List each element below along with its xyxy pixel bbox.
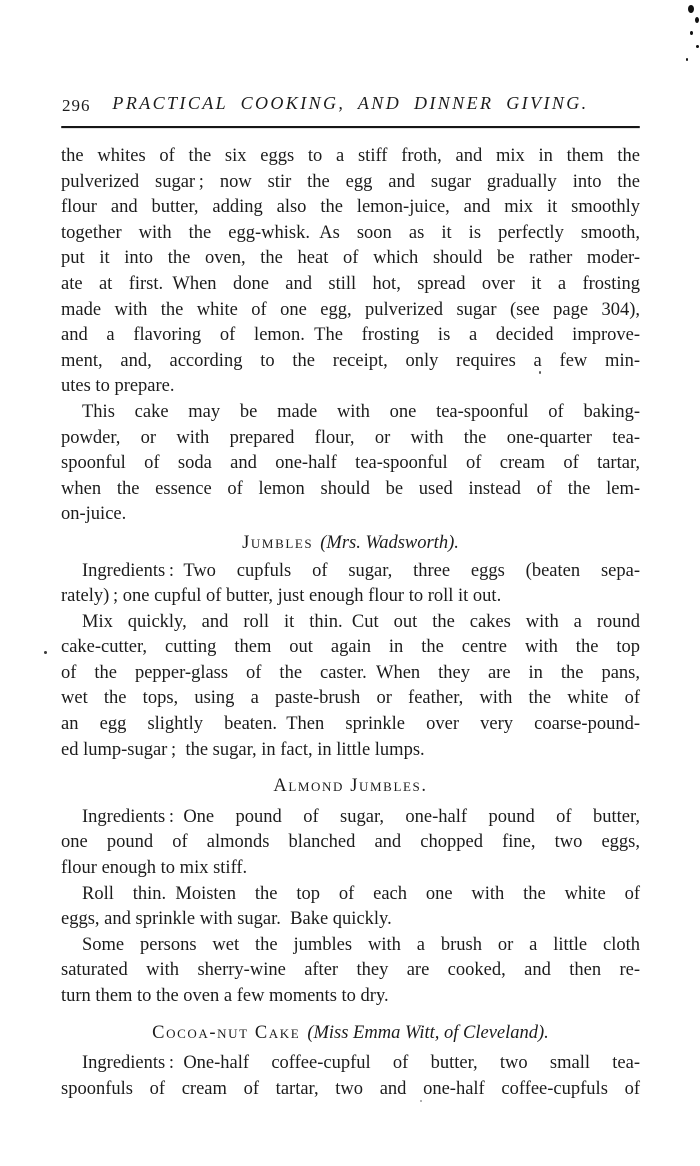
scan-speckle	[686, 58, 688, 61]
recipe-heading-cocoanut-cake	[61, 1021, 640, 1047]
text-line: put it into the oven, the heat of which should be rather moder-	[61, 248, 640, 269]
text-line: utes to prepare.	[61, 376, 175, 397]
text-line: Ingredients : Two cupfuls of sugar, three eggs (beaten sepa-	[82, 560, 640, 581]
running-title: PRACTICAL COOKING, AND DINNER GIVING.	[112, 93, 589, 113]
recipe-heading-jumbles	[61, 531, 640, 557]
scan-speckle	[690, 31, 693, 35]
paragraph-jumbles-method	[61, 610, 640, 764]
heading-title: Cocoa-nut Cake	[152, 1022, 301, 1043]
text-line: Ingredients : One-half coffee-cupful of butter, two small tea-	[82, 1053, 640, 1074]
paragraph-almond-method	[61, 882, 640, 933]
text-line: Ingredients : One pound of sugar, one-half pound of butter,	[82, 806, 640, 827]
header-rule	[61, 126, 640, 128]
paragraph-almond-ingredients	[61, 805, 640, 882]
paragraph-frosting	[61, 144, 640, 400]
text-line: of the pepper-glass of the caster. When they are in the pans,	[61, 662, 640, 683]
paragraph-cake-variants	[61, 400, 640, 528]
paragraph-jumbles-ingredients	[61, 559, 640, 610]
text-column	[61, 93, 640, 1102]
text-line: wet the tops, using a paste-brush or feather, with the white of	[61, 688, 640, 709]
text-line: saturated with sherry-wine after they are cooked, and then re-	[61, 960, 640, 981]
heading-title: Jumbles	[242, 532, 314, 553]
text-line: rately) ; one cupful of butter, just enough flour to roll it out.	[61, 586, 502, 607]
text-line: cake-cutter, cutting them out again in the centre with the top	[61, 637, 640, 658]
text-line: an egg slightly beaten. Then sprinkle over very coarse-pound-	[61, 714, 640, 735]
text-line: made with the white of one egg, pulverized sugar (see page 304),	[61, 299, 640, 320]
recipe-heading-almond-jumbles	[61, 774, 640, 800]
text-line: powder, or with prepared flour, or with the one-quarter tea-	[61, 427, 640, 448]
text-line: on-juice.	[61, 504, 127, 525]
heading-attribution: (Mrs. Wadsworth).	[320, 532, 459, 553]
text-line: the whites of the six eggs to a stiff froth, and mix in them the	[61, 146, 640, 166]
text-line: ed lump-sugar ; the sugar, in fact, in little lumps.	[61, 739, 425, 760]
text-line: and a flavoring of lemon. The frosting is a decided improve-	[61, 325, 640, 346]
text-line: together with the egg-whisk. As soon as it is perfectly smooth,	[61, 222, 640, 243]
text-line: ate at first. When done and still hot, spread over it a frosting	[61, 273, 640, 294]
text-line: turn them to the oven a few moments to dry.	[61, 986, 389, 1006]
page-body	[61, 144, 640, 1102]
text-line: when the essence of lemon should be used instead of the lem-	[61, 478, 640, 499]
heading-title: Almond Jumbles.	[273, 776, 428, 797]
scan-speckle	[44, 651, 47, 654]
text-line: flour enough to mix stiff.	[61, 858, 248, 879]
scan-speckle	[688, 5, 694, 13]
text-line: eggs, and sprinkle with sugar. Bake quickly.	[61, 909, 392, 930]
text-line: pulverized sugar ; now stir the egg and sugar gradually into the	[61, 171, 640, 192]
text-line: Mix quickly, and roll it thin. Cut out the cakes with a round	[82, 611, 640, 632]
page-header	[61, 93, 640, 117]
text-line: This cake may be made with one tea-spoonful of baking-	[82, 401, 640, 422]
text-line: Roll thin. Moisten the top of each one with the white of	[82, 883, 640, 904]
heading-attribution: (Miss Emma Witt, of Cleveland).	[307, 1022, 549, 1043]
text-line: spoonful of soda and one-half tea-spoonful of cream of tartar,	[61, 453, 640, 474]
text-line: Some persons wet the jumbles with a brush or a little cloth	[82, 934, 640, 955]
scan-speckle	[695, 17, 699, 23]
scan-speckle	[696, 45, 699, 48]
paragraph-almond-note	[61, 933, 640, 1010]
text-line: spoonfuls of cream of tartar, two and one-half coffee-cupfuls of	[61, 1078, 640, 1099]
text-line: one pound of almonds blanched and chopped fine, two eggs,	[61, 832, 640, 853]
text-line: flour and butter, adding also the lemon-juice, and mix it smoothly	[61, 197, 640, 218]
paragraph-cocoanut-ingredients	[61, 1051, 640, 1102]
text-line: ment, and, according to the receipt, only requires a few min-	[61, 350, 640, 371]
page-number: 296	[62, 96, 91, 115]
